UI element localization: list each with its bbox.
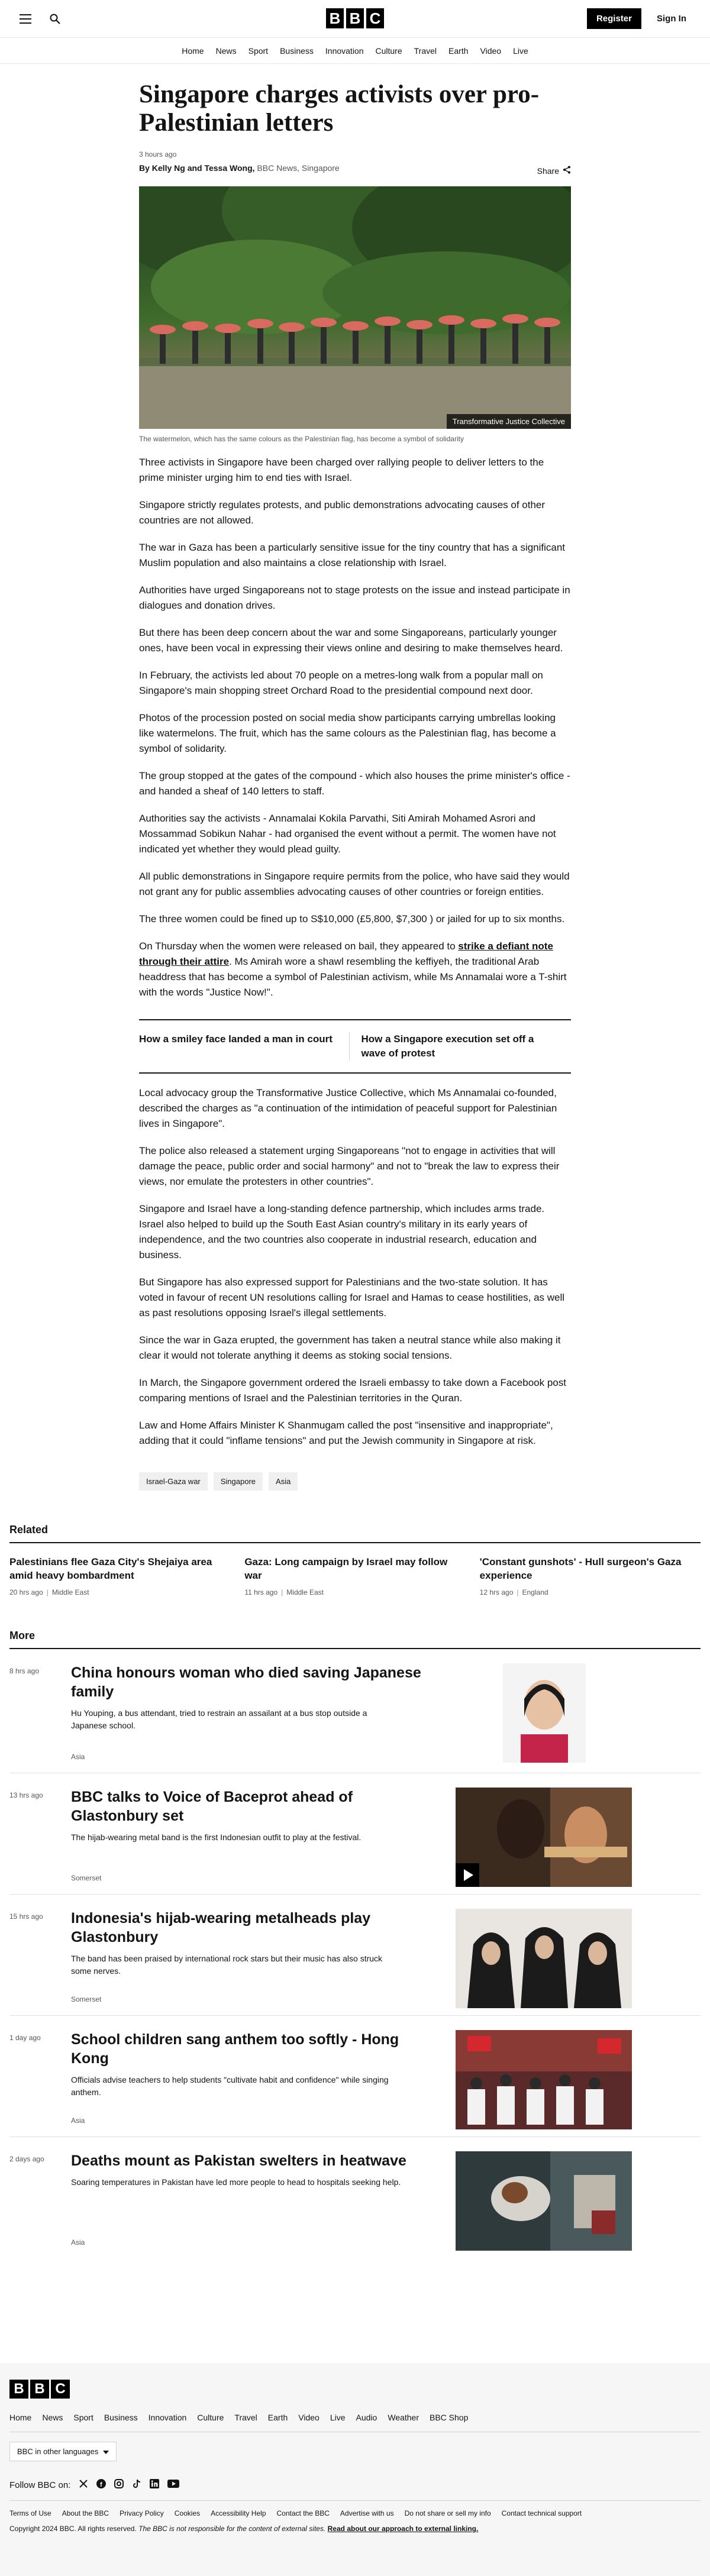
nav-item-news[interactable]: News: [215, 46, 237, 56]
footer-nav-item[interactable]: Video: [298, 2413, 320, 2422]
footer-nav-item[interactable]: Innovation: [148, 2413, 187, 2422]
story-thumbnail: [456, 2030, 632, 2129]
register-button[interactable]: Register: [587, 8, 641, 29]
paragraph: Singapore strictly regulates protests, and public demonstrations advocating causes of other countries are not allowed.: [139, 499, 546, 526]
tag-singapore[interactable]: Singapore: [214, 1472, 263, 1491]
footer-nav-item[interactable]: News: [42, 2413, 63, 2422]
story-thumbnail: [503, 1663, 586, 1763]
article: [139, 80, 571, 1491]
related-card[interactable]: [244, 1555, 465, 1596]
related-category: England: [522, 1588, 548, 1596]
paragraph: Authorities say the activists - Annamalai Kokila Parvathi, Siti Amirah Mohamed Asrori and Mossammad Sobikun Nahar - had organised the event without a permit. The women have not indicated yet whether they would plead guilty.: [139, 813, 556, 855]
story-time: 2 days ago: [9, 2155, 44, 2163]
separator: |: [517, 1588, 519, 1596]
other-languages-button[interactable]: [9, 2442, 117, 2461]
paragraph: Authorities have urged Singaporeans not to stage protests on the issue and instead participate in dialogues and donation drives.: [139, 584, 570, 611]
logo-letter: B: [326, 8, 344, 28]
story-time: 15 hrs ago: [9, 1912, 43, 1921]
footer-nav-item[interactable]: Live: [330, 2413, 346, 2422]
external-linking-link[interactable]: Read about our approach to external linking.: [327, 2525, 479, 2533]
byline-authors: By Kelly Ng and Tessa Wong,: [139, 163, 255, 173]
paragraph: Photos of the procession posted on social media show participants carrying umbrellas looking like watermelons. The fruit, which has the same colours as the Palestinian flag, has become a symbol of solidarity.: [139, 712, 556, 754]
paragraph: All public demonstrations in Singapore require permits from the police, who have said they would not grant any for public assemblies advocating causes of other countries or foreign entities.: [139, 871, 570, 897]
related-time: 12 hrs ago: [479, 1588, 514, 1596]
tiktok-icon[interactable]: [132, 2479, 141, 2491]
image-credit: Transformative Justice Collective: [447, 414, 571, 429]
story-category: Asia: [71, 2116, 85, 2125]
footer-nav-item[interactable]: Travel: [234, 2413, 257, 2422]
related-card[interactable]: [9, 1555, 230, 1596]
story-headline: School children sang anthem too softly - Hong Kong: [71, 2031, 399, 2067]
share-label: Share: [537, 166, 559, 176]
paragraph: But Singapore has also expressed support for Palestinians and the two-state solution. It has voted in favour of recent UN resolutions calling for Israel and Hamas to cease hostilities, as well as past resolutions opposing Israel's illegal settlements.: [139, 1276, 565, 1318]
story-category: Asia: [71, 1753, 85, 1761]
paragraph: The group stopped at the gates of the compound - which also houses the prime minister's office - and handed a sheaf of 140 letters to staff.: [139, 770, 570, 797]
footer-nav: [9, 2413, 701, 2432]
related-list: [9, 1555, 701, 1596]
footer-bbc-logo[interactable]: [9, 2380, 701, 2399]
tag-asia[interactable]: Asia: [269, 1472, 298, 1491]
inline-related-link[interactable]: How a Singapore execution set off a wave of protest: [349, 1032, 572, 1061]
logo-letter: B: [346, 8, 364, 28]
story-summary: The hijab-wearing metal band is the first Indonesian outfit to play at the festival.: [71, 1832, 362, 1842]
related-headline: Palestinians flee Gaza City's Shejaiya area amid heavy bombardment: [9, 1556, 212, 1581]
paragraph-text: . Ms Amirah wore a shawl resembling the keffiyeh, the traditional Arab headdress that has become a symbol of Palestinian activism, while Ms Annamalai wore a T-shirt with the words "Justice Now!".: [139, 956, 567, 998]
story-time: 8 hrs ago: [9, 1667, 40, 1675]
story-headline: BBC talks to Voice of Baceprot ahead of Glastonbury set: [71, 1789, 353, 1824]
related-time: 11 hrs ago: [244, 1588, 278, 1596]
inline-related-link[interactable]: How a smiley face landed a man in court: [139, 1033, 333, 1045]
nav-item-innovation[interactable]: Innovation: [325, 46, 364, 56]
related-heading: Related: [9, 1524, 49, 1536]
more-heading: More: [9, 1630, 36, 1641]
story-thumbnail: [456, 1788, 632, 1887]
related-category: Middle East: [286, 1588, 324, 1596]
hamburger-menu-icon[interactable]: [19, 12, 32, 25]
footer-link[interactable]: About the BBC: [62, 2509, 109, 2517]
related-time: 20 hrs ago: [9, 1588, 43, 1596]
nav-item-home[interactable]: Home: [182, 46, 204, 56]
main-nav: [0, 38, 710, 64]
search-icon[interactable]: [49, 12, 62, 25]
footer-link[interactable]: Contact technical support: [501, 2509, 582, 2517]
youtube-icon[interactable]: [167, 2480, 179, 2490]
separator: |: [46, 1588, 49, 1596]
publish-time: 3 hours ago: [139, 150, 177, 159]
nav-item-live[interactable]: Live: [513, 46, 528, 56]
byline-org: BBC News, Singapore: [257, 163, 340, 173]
footer-links: [9, 2509, 701, 2517]
paragraph: In March, the Singapore government ordered the Israeli embassy to take down a Facebook post comparing mentions of Israel and the Palestinian territories in the Quran.: [139, 1377, 566, 1404]
logo-letter: C: [51, 2380, 70, 2399]
footer-link[interactable]: Cookies: [174, 2509, 201, 2517]
story-thumbnail: [456, 2151, 632, 2251]
story-summary: Soaring temperatures in Pakistan have led more people to head to hospitals seeking help.: [71, 2177, 401, 2187]
footer-link[interactable]: Accessibility Help: [211, 2509, 266, 2517]
story-time: 1 day ago: [9, 2034, 41, 2042]
more-story[interactable]: [9, 1773, 701, 1895]
story-category: Asia: [71, 2238, 85, 2247]
paragraph: The police also released a statement urging Singaporeans "not to engage in activities that will damage the peace, public order and social harmony" and not to "break the law to express their views, nor emulate the protesters in other countries".: [139, 1145, 560, 1187]
paragraph: In February, the activists led about 70 people on a metres-long walk from a popular mall on Singapore's main shopping street Orchard Road to the presidential compound next door.: [139, 670, 543, 696]
more-story[interactable]: [9, 2137, 701, 2258]
disclaimer-text: The BBC is not responsible for the content of external sites.: [138, 2525, 326, 2533]
related-card[interactable]: [480, 1555, 701, 1596]
image-caption: The watermelon, which has the same colours as the Palestinian flag, has become a symbol of solidarity: [139, 435, 464, 443]
related-headline: Gaza: Long campaign by Israel may follow war: [244, 1556, 448, 1581]
footer-nav-item[interactable]: Weather: [388, 2413, 419, 2422]
divider: [9, 1542, 701, 1543]
story-category: Somerset: [71, 1874, 102, 1882]
follow-label: Follow BBC on:: [9, 2480, 71, 2490]
footer-link[interactable]: Advertise with us: [340, 2509, 394, 2517]
footer-nav-item[interactable]: Business: [104, 2413, 138, 2422]
footer-nav-item[interactable]: Sport: [73, 2413, 93, 2422]
copyright-text: Copyright 2024 BBC. All rights reserved.: [9, 2525, 137, 2533]
logo-letter: B: [30, 2380, 49, 2399]
nav-item-travel[interactable]: Travel: [414, 46, 437, 56]
share-icon: [563, 166, 571, 176]
x-icon[interactable]: [79, 2479, 88, 2491]
topic-tags: [139, 1472, 571, 1491]
story-thumbnail: [456, 1909, 632, 2008]
article-body: [139, 455, 571, 1449]
instagram-icon[interactable]: [114, 2479, 124, 2491]
tag-israel-gaza-war[interactable]: Israel-Gaza war: [139, 1472, 208, 1491]
sign-in-button[interactable]: Sign In: [657, 14, 686, 24]
paragraph: The war in Gaza has been a particularly sensitive issue for the tiny country that has a significant Muslim population and also maintains a close relationship with Israel.: [139, 542, 566, 568]
footer: [0, 2363, 710, 2576]
byline: [139, 163, 340, 173]
copyright: [9, 2525, 701, 2533]
story-headline: Indonesia's hijab-wearing metalheads play Glastonbury: [71, 1910, 371, 1945]
paragraph: Since the war in Gaza erupted, the government has taken a neutral stance while also making it clear it would not tolerate anything it deems as stoking social tensions.: [139, 1334, 561, 1361]
story-summary: The band has been praised by international rock stars but their music has also struck some nerves.: [71, 1954, 383, 1976]
paragraph: Local advocacy group the Transformative Justice Collective, which Ms Annamalai co-founded, described the charges as "a continuation of the intimidation of peaceful support for Palestinian lives in Singapore".: [139, 1087, 557, 1129]
other-languages-label: BBC in other languages: [17, 2447, 99, 2456]
footer-nav-item[interactable]: BBC Shop: [430, 2413, 469, 2422]
paragraph-text: On Thursday when the women were released on bail, they appeared to: [139, 940, 459, 952]
footer-link[interactable]: Privacy Policy: [120, 2509, 164, 2517]
paragraph: [139, 939, 571, 1000]
separator: |: [281, 1588, 283, 1596]
story-headline: Deaths mount as Pakistan swelters in heatwave: [71, 2152, 406, 2169]
footer-link[interactable]: Terms of Use: [9, 2509, 51, 2517]
story-category: Somerset: [71, 1995, 102, 2003]
footer-link[interactable]: Do not share or sell my info: [404, 2509, 491, 2517]
nav-item-earth[interactable]: Earth: [448, 46, 469, 56]
article-headline: Singapore charges activists over pro-Palestinian letters: [139, 80, 540, 137]
paragraph: But there has been deep concern about the war and some Singaporeans, particularly younger ones, have been vocal in expressing their views online and desiring to make themselves heard.: [139, 627, 563, 654]
paragraph: Law and Home Affairs Minister K Shanmugam called the post "insensitive and inappropriate", adding that it could "inflame tensions" and put the Jewish community in Singapore at risk.: [139, 1420, 553, 1446]
nav-item-video[interactable]: Video: [480, 46, 502, 56]
bbc-logo[interactable]: [326, 8, 384, 28]
chevron-down-icon: [103, 2447, 109, 2456]
follow-bbc: [9, 2479, 701, 2501]
facebook-icon[interactable]: [96, 2479, 106, 2491]
footer-link[interactable]: Contact the BBC: [276, 2509, 330, 2517]
attire-link[interactable]: strike a defiant note through their attire: [139, 940, 553, 967]
more-story[interactable]: [9, 2016, 701, 2137]
story-time: 13 hrs ago: [9, 1791, 43, 1799]
hero-image: [139, 186, 571, 429]
footer-nav-item[interactable]: Home: [9, 2413, 32, 2422]
related-category: Middle East: [51, 1588, 89, 1596]
logo-letter: B: [9, 2380, 28, 2399]
share-button[interactable]: [537, 166, 571, 176]
paragraph: Singapore and Israel have a long-standing defence partnership, which includes arms trade. Israel also helped to build up the South East Asian country's military in its early years of independence, and the two countries also cooperate in industrial research, education and business.: [139, 1203, 545, 1260]
nav-item-business[interactable]: Business: [280, 46, 314, 56]
paragraph: Three activists in Singapore have been charged over rallying people to deliver letters to the prime minister urging him to end ties with Israel.: [139, 457, 544, 483]
paragraph: The three women could be fined up to S$10,000 (£5,800, $7,300 ) or jailed for up to six months.: [139, 913, 565, 925]
story-summary: Hu Youping, a bus attendant, tried to restrain an assailant at a bus stop outside a Japanese school.: [71, 1708, 367, 1730]
more-story[interactable]: [9, 1895, 701, 2016]
story-headline: China honours woman who died saving Japanese family: [71, 1664, 421, 1700]
nav-item-culture[interactable]: Culture: [375, 46, 402, 56]
related-headline: 'Constant gunshots' - Hull surgeon's Gaza experience: [479, 1556, 682, 1581]
procession-photo: [139, 186, 571, 429]
more-story[interactable]: [9, 1649, 701, 1773]
top-bar: [0, 0, 710, 38]
story-summary: Officials advise teachers to help students "cultivate habit and confidence" while singing anthem.: [71, 2075, 389, 2097]
logo-letter: C: [366, 8, 384, 28]
footer-nav-item[interactable]: Culture: [197, 2413, 224, 2422]
footer-nav-item[interactable]: Earth: [267, 2413, 288, 2422]
svg-text:f: f: [100, 2481, 103, 2488]
inline-related-links: [139, 1019, 571, 1074]
footer-nav-item[interactable]: Audio: [356, 2413, 377, 2422]
linkedin-icon[interactable]: [150, 2479, 159, 2491]
nav-item-sport[interactable]: Sport: [248, 46, 269, 56]
